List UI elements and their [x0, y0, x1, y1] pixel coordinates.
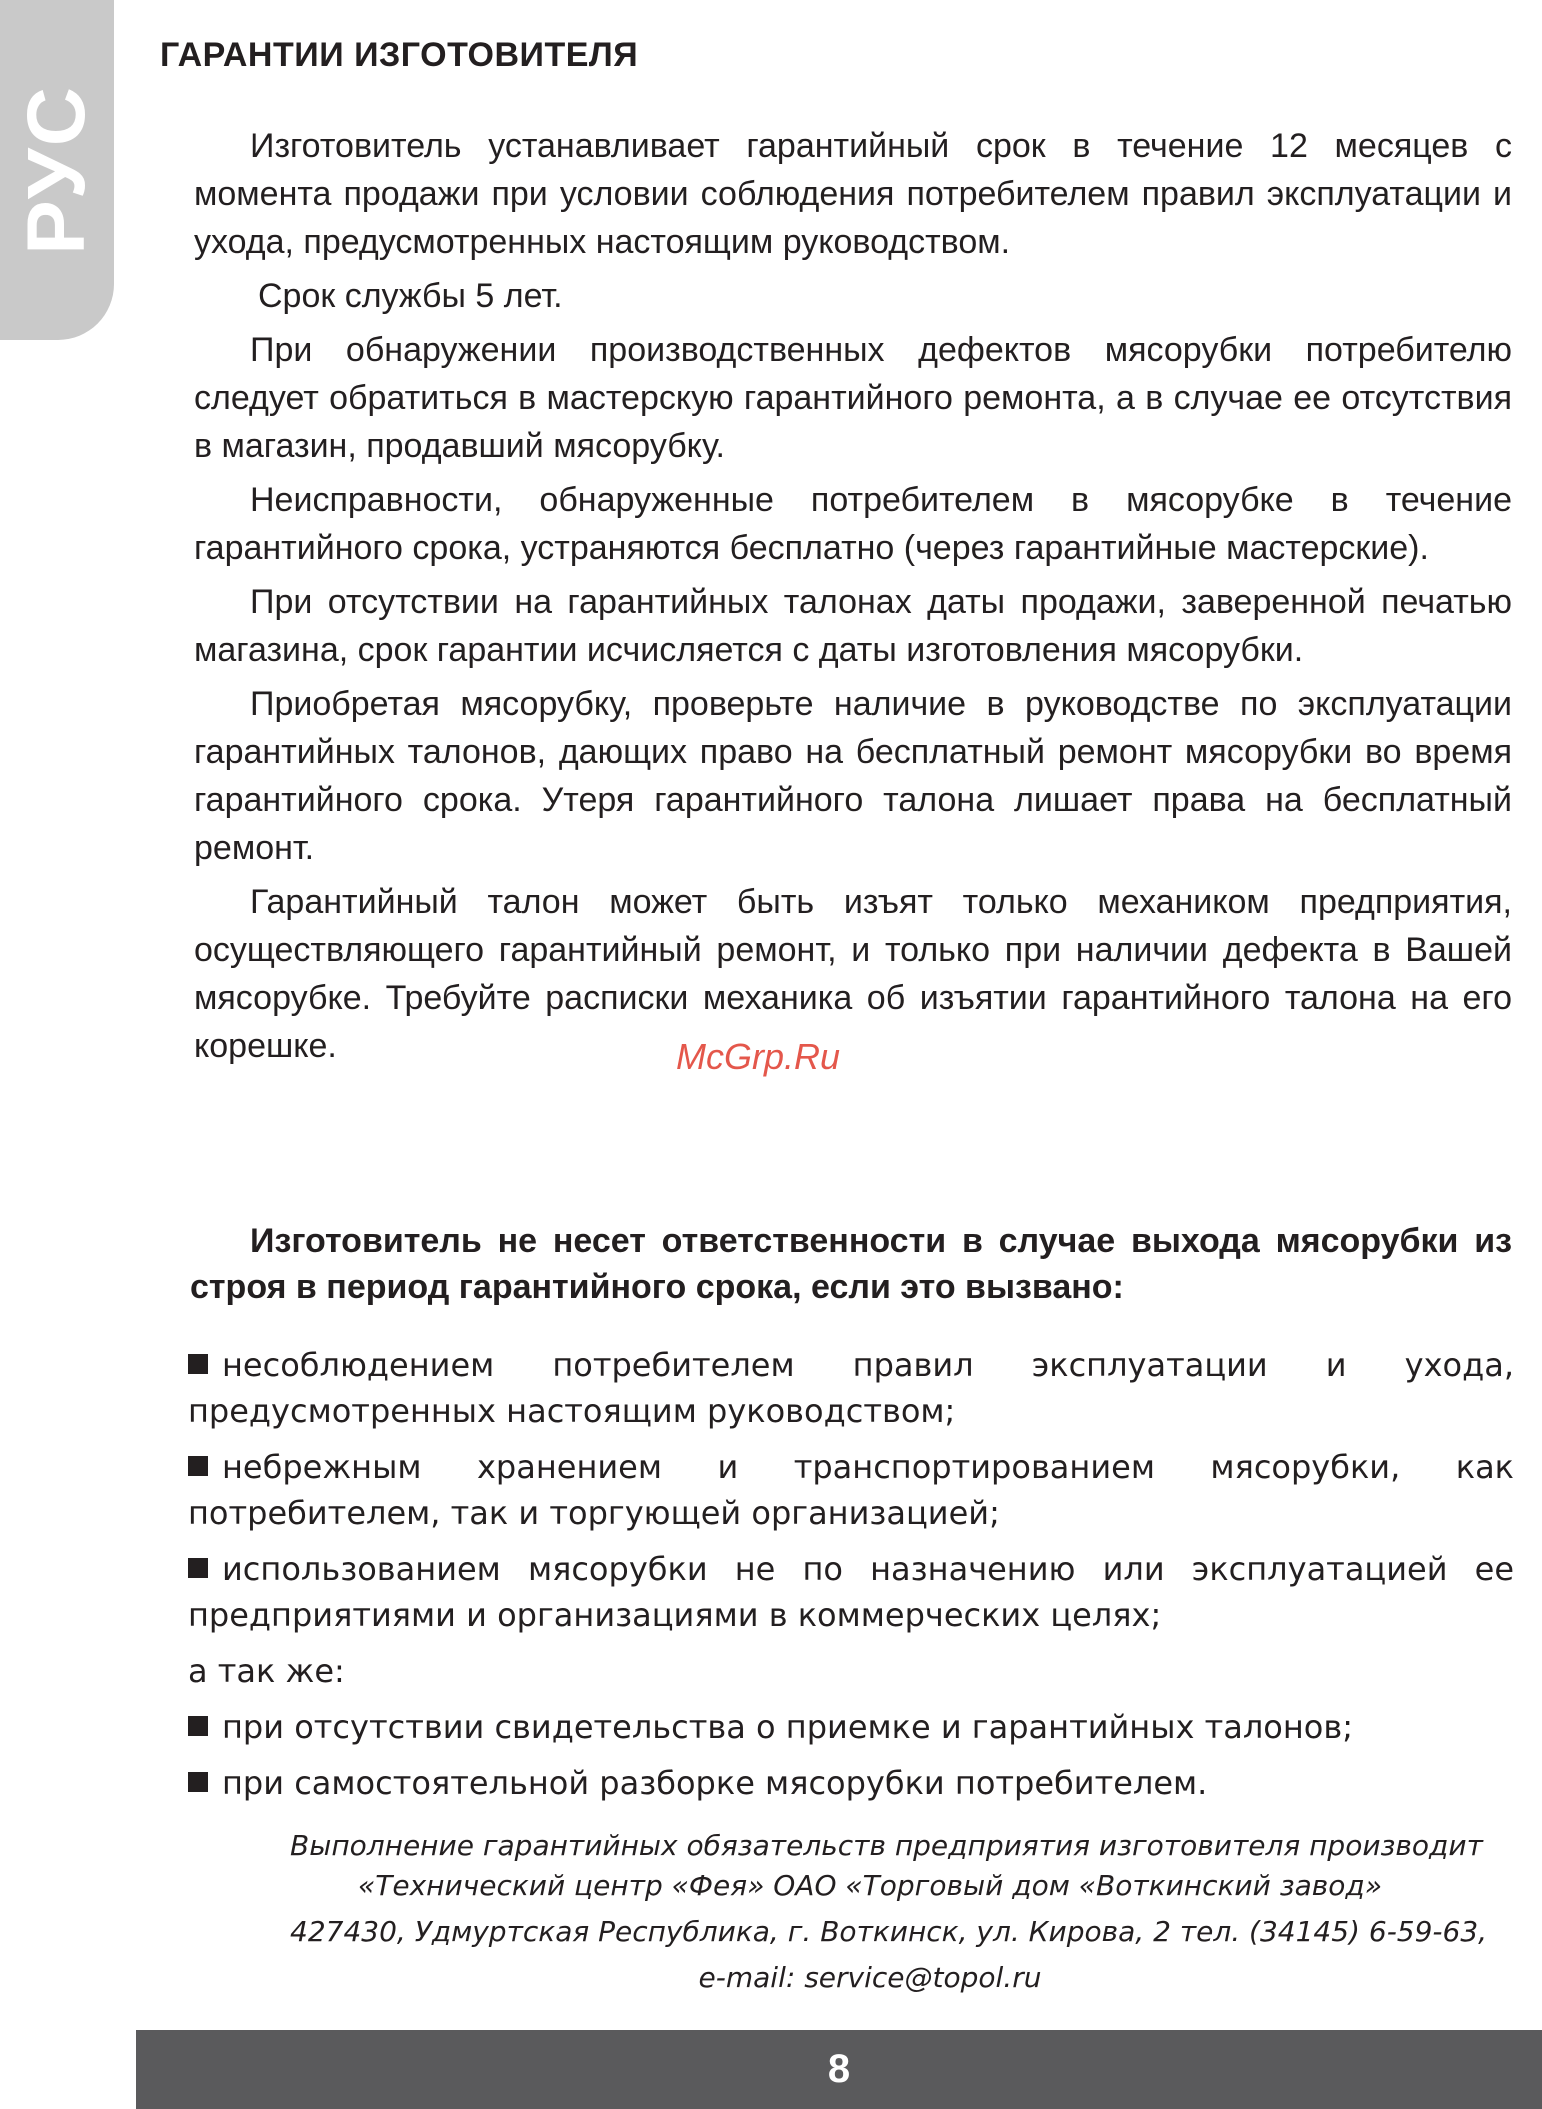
square-bullet-icon [188, 1354, 208, 1374]
paragraph-warranty-period: Изготовитель устанавливает гарантийный срок в течение 12 месяцев с момента продажи при условии соблюдения потребителем правил эксплуатации и ухода, предусмотренных настоящим руководством. [194, 127, 1512, 261]
square-bullet-icon [188, 1716, 208, 1736]
page-footer-bar [136, 2030, 1542, 2109]
language-tab [0, 0, 114, 340]
watermark: McGrp.Ru [676, 1036, 841, 1077]
square-bullet-icon [188, 1558, 208, 1578]
warranty-body [194, 122, 1512, 1076]
list-item: небрежным хранением и транспортированием мясорубки, как потребителем, так и торгующей организацией; [188, 1448, 1514, 1532]
paragraph-free-repair: Неисправности, обнаруженные потребителем в мясорубке в течение гарантийного срока, устраняются бесплатно (через гарантийные мастерские). [194, 481, 1512, 567]
also-label: а так же: [188, 1652, 345, 1690]
service-center-info [290, 1826, 1488, 1998]
list-item: несоблюдением потребителем правил эксплуатации и ухода, предусмотренных настоящим руководством; [188, 1346, 1514, 1430]
list-item: при отсутствии свидетельства о приемке и гарантийных талонов; [188, 1704, 1514, 1750]
exclusions-list [188, 1342, 1514, 1816]
list-item: использованием мясорубки не по назначению или эксплуатацией ее предприятиями и организациями в коммерческих целях; [188, 1550, 1514, 1634]
language-tab-label: РУС [11, 85, 102, 255]
square-bullet-icon [188, 1456, 208, 1476]
footer-line: «Технический центр «Фея» ОАО «Торговый дом «Воткинский завод» [357, 1869, 1383, 1902]
paragraph-coupon-removal: Гарантийный талон может быть изъят только механиком предприятия, осуществляющего гарантийный ремонт, и только при наличии дефекта в Вашей мясорубке. Требуйте расписки механика об изъятии гарантийного талона на его корешке. [194, 883, 1512, 1065]
page-number: 8 [827, 2047, 851, 2091]
list-item: при самостоятельной разборке мясорубки потребителем. [188, 1760, 1514, 1806]
paragraph-check-coupons: Приобретая мясорубку, проверьте наличие в руководстве по эксплуатации гарантийных талонов, дающих право на бесплатный ремонт мясорубки во время гарантийного срока. Утеря гарантийного талона лишает права на бесплатный ремонт. [194, 685, 1512, 867]
square-bullet-icon [188, 1772, 208, 1792]
footer-email: e-mail: service@topol.ru [698, 1961, 1042, 1994]
paragraph-defects: При обнаружении производственных дефектов мясорубки потребителю следует обратиться в мастерскую гарантийного ремонта, а в случае ее отсутствия в магазин, продавший мясорубку. [194, 331, 1512, 465]
page-title: ГАРАНТИИ ИЗГОТОВИТЕЛЯ [160, 36, 639, 74]
paragraph-service-life: Срок службы 5 лет. [258, 277, 563, 315]
footer-address: 427430, Удмуртская Республика, г. Воткинск, ул. Кирова, 2 тел. (34145) 6-59-63, [290, 1915, 1488, 1948]
paragraph-no-sale-date: При отсутствии на гарантийных талонах даты продажи, заверенной печатью магазина, срок гарантии исчисляется с даты изготовления мясорубки. [194, 583, 1512, 669]
footer-line: Выполнение гарантийных обязательств предприятия изготовителя производит [290, 1829, 1483, 1862]
liability-notice: Изготовитель не несет ответственности в случае выхода мясорубки из строя в период гарантийного срока, если это вызвано: [190, 1222, 1512, 1306]
